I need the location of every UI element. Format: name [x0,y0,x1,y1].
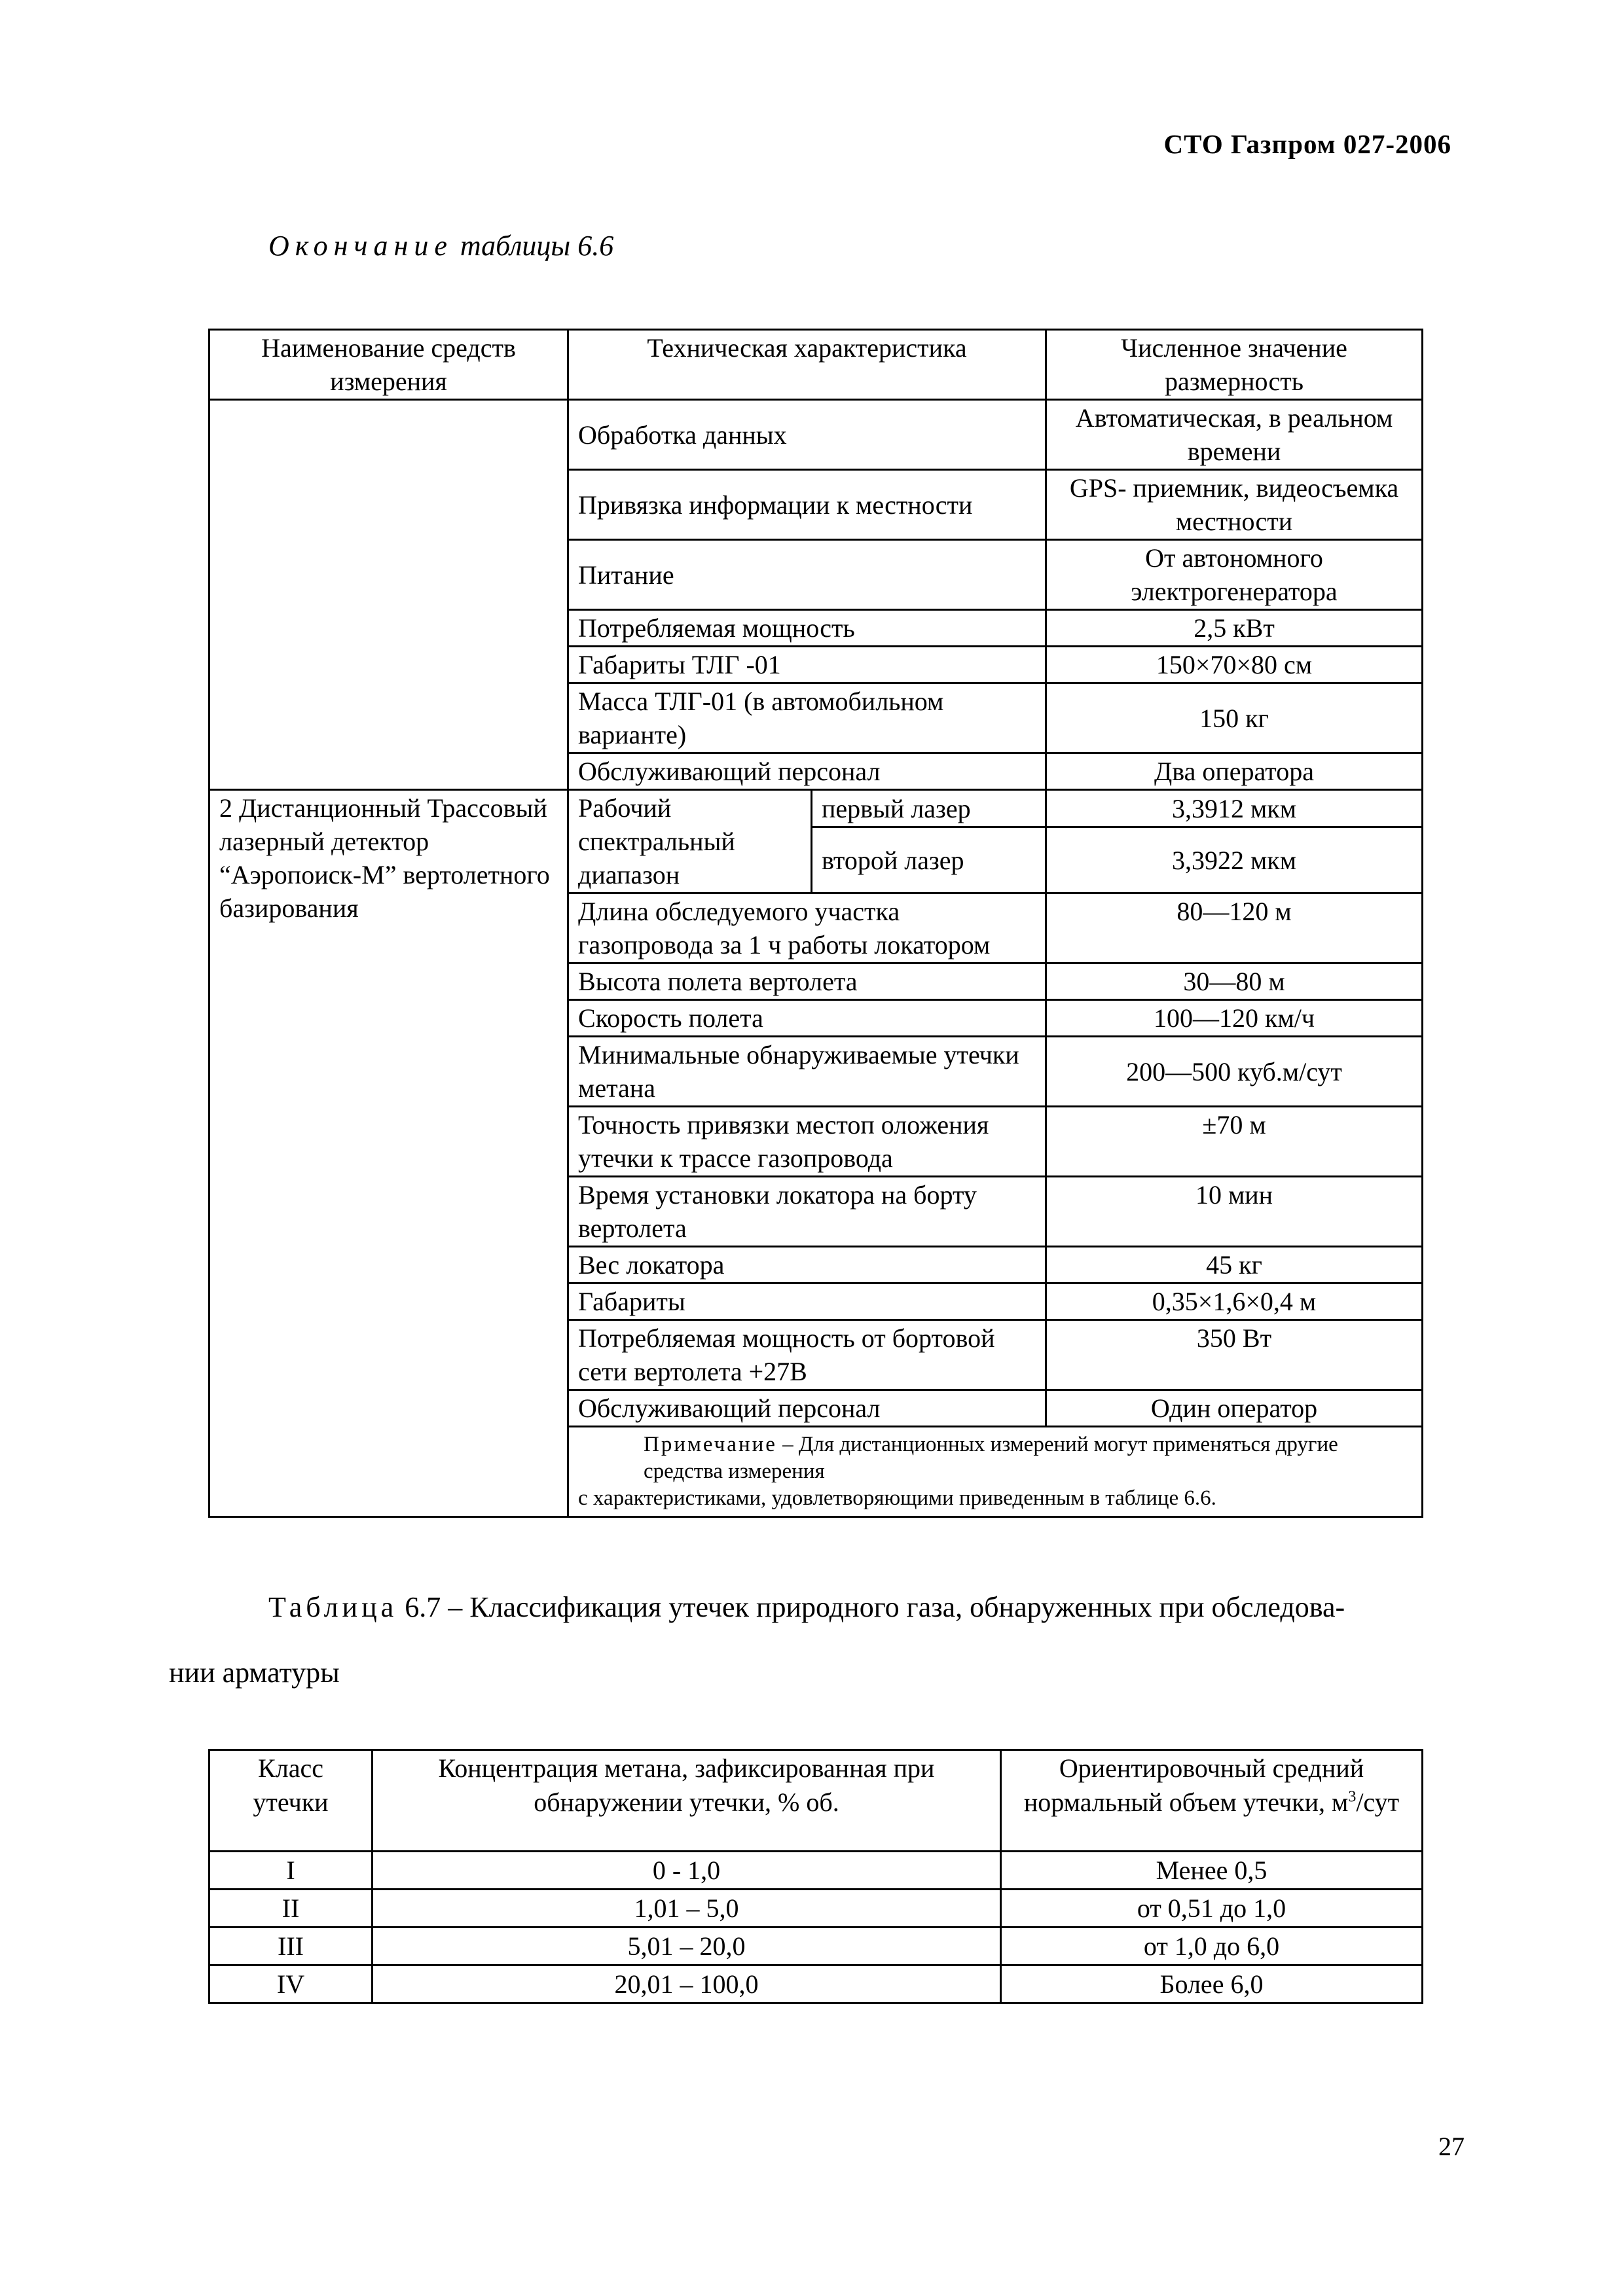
volume-cell: от 0,51 до 1,0 [1001,1890,1423,1928]
table-6-7-caption [268,1590,1467,1624]
table-row [210,1928,1423,1965]
class-cell: II [210,1890,373,1928]
characteristic-cell: Габариты ТЛГ -01 [568,647,1046,683]
characteristic-cell: Габариты [568,1283,1046,1320]
value-cell: 100—120 км/ч [1046,1000,1423,1037]
table-row [210,400,1423,470]
note-line-1 [578,1431,1412,1485]
table-header-row [210,1750,1423,1852]
note-text-1: – Для дистанционных измерений могут применяться другие средства измерения [644,1433,1338,1483]
value-cell: 350 Вт [1046,1320,1423,1390]
characteristic-cell: Обслуживающий персонал [568,1390,1046,1427]
value-cell: GPS- приемник, видеосъемка местности [1046,470,1423,540]
value-cell: 200—500 куб.м/сут [1046,1037,1423,1107]
table-6-6 [208,329,1423,1518]
header-cell: Наименование средств измерения [210,330,568,400]
table-row [210,1965,1423,2003]
laser-label-cell: второй лазер [812,827,1046,893]
value-cell: От автономного электрогенератора [1046,540,1423,610]
table-header-row [210,330,1423,400]
characteristic-cell: Время установки локатора на борту вертолета [568,1177,1046,1247]
table-note [568,1427,1423,1517]
concentration-cell: 5,01 – 20,0 [373,1928,1001,1965]
table-6-7 [208,1749,1423,2004]
header-volume-unit: /сут [1356,1787,1400,1817]
value-cell: 30—80 м [1046,963,1423,1000]
value-cell: 3,3912 мкм [1046,790,1423,827]
document-code: СТО Газпром 027-2006 [1163,129,1451,159]
characteristic-cell: Масса ТЛГ-01 (в автомобильном варианте) [568,683,1046,753]
characteristic-cell: Высота полета вертолета [568,963,1046,1000]
group-2-name-cell: 2 Дистанционный Трассовый лазерный детектор “Аэропоиск-М” вертолетного базирования [210,790,568,1517]
header-volume-text: Ориентировочный средний нормальный объем утечки, м [1023,1753,1364,1817]
value-cell: Два оператора [1046,753,1423,790]
caption-line-1: 6.7 – Классификация утечек природного газа, обнаруженных при обследова- [397,1591,1345,1623]
characteristic-cell: Привязка информации к местности [568,470,1046,540]
value-cell: 150 кг [1046,683,1423,753]
characteristic-cell: Вес локатора [568,1247,1046,1283]
header-cell: Концентрация метана, зафиксированная при обнаружении утечки, % об. [373,1750,1001,1852]
laser-label-cell: первый лазер [812,790,1046,827]
caption-label: Таблица [268,1591,398,1623]
header-cell: Класс утечки [210,1750,373,1852]
table-row [210,1890,1423,1928]
value-cell: ±70 м [1046,1107,1423,1177]
volume-cell: Более 6,0 [1001,1965,1423,2003]
characteristic-cell: Потребляемая мощность от бортовой сети вертолета +27В [568,1320,1046,1390]
volume-cell: Менее 0,5 [1001,1852,1423,1890]
table-6-7-caption-continued: нии арматуры [169,1657,340,1689]
characteristic-cell: Потребляемая мощность [568,610,1046,647]
table-row [210,1852,1423,1890]
value-cell: 150×70×80 см [1046,647,1423,683]
value-cell: 10 мин [1046,1177,1423,1247]
class-cell: I [210,1852,373,1890]
concentration-cell: 0 - 1,0 [373,1852,1001,1890]
characteristic-cell: Минимальные обнаруживаемые утечки метана [568,1037,1046,1107]
volume-cell: от 1,0 до 6,0 [1001,1928,1423,1965]
table-row [210,790,1423,827]
note-line-2: с характеристиками, удовлетворяющими приведенным в таблице 6.6. [578,1486,1216,1510]
header-cell [1001,1750,1423,1852]
caption-rest: таблицы 6.6 [452,230,614,262]
concentration-cell: 1,01 – 5,0 [373,1890,1001,1928]
concentration-cell: 20,01 – 100,0 [373,1965,1001,2003]
value-cell: Один оператор [1046,1390,1423,1427]
table-continuation-caption [268,229,613,262]
header-cell: Численное значение размерность [1046,330,1423,400]
characteristic-cell: Длина обследуемого участка газопровода за 1 ч работы локатором [568,893,1046,963]
characteristic-cell: Скорость полета [568,1000,1046,1037]
characteristic-cell: Обработка данных [568,400,1046,470]
value-cell: 0,35×1,6×0,4 м [1046,1283,1423,1320]
value-cell: Автоматическая, в реальном времени [1046,400,1423,470]
caption-spaced-word: Окончание [268,230,453,262]
class-cell: III [210,1928,373,1965]
value-cell: 80—120 м [1046,893,1423,963]
value-cell: 45 кг [1046,1247,1423,1283]
spectral-range-label-cell: Рабочий спектральный диапазон [568,790,812,893]
group-1-name-cell [210,400,568,790]
page-number: 27 [1438,2132,1465,2161]
characteristic-cell: Точность привязки местоп оложения утечки к трассе газопровода [568,1107,1046,1177]
value-cell: 2,5 кВт [1046,610,1423,647]
characteristic-cell: Обслуживающий персонал [568,753,1046,790]
value-cell: 3,3922 мкм [1046,827,1423,893]
superscript-3: 3 [1348,1788,1357,1806]
note-label: Примечание [644,1433,777,1456]
header-cell: Техническая характеристика [568,330,1046,400]
class-cell: IV [210,1965,373,2003]
characteristic-cell: Питание [568,540,1046,610]
